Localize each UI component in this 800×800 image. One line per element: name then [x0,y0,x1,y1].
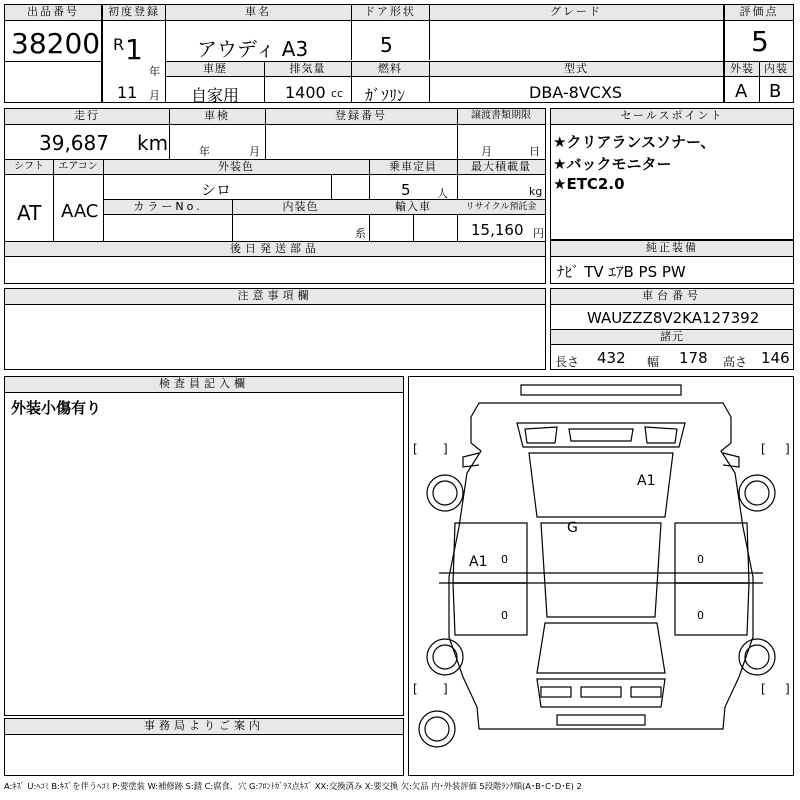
recycle-label: リサイクル預託金 [457,200,545,215]
left-rear-door [453,583,527,635]
shift-value: AT [17,201,42,225]
lot-number-box [4,4,102,103]
score-box [724,4,794,103]
interior-label: 内装 [759,62,793,77]
door-label: ドア形状 [351,5,429,21]
shift-label: シフト [5,160,53,175]
office-box [4,718,404,776]
office-label: 事務局よりご案内 [5,719,403,735]
notes-box [4,288,546,370]
left-front-door [453,523,527,583]
zero-mark-2: 0 [501,609,508,622]
sales-point-2: ★バックモニター [553,155,672,173]
displacement-unit: cc [331,87,344,100]
door-value: 5 [380,33,393,57]
zero-mark-1: 0 [501,553,508,566]
vin-label: 車台番号 [551,289,793,305]
roof [541,523,661,617]
exterior-value: A [735,81,748,102]
detail-box [4,108,546,284]
exterior-label: 外装 [725,62,759,77]
damage-mark-2: G [567,520,578,536]
regno-label: 登録番号 [265,109,457,125]
transfer-month-unit: 月 [481,145,492,158]
inspector-label: 検査員記入欄 [5,377,403,393]
equipment-label: 純正装備 [551,241,793,257]
vin-box [550,288,794,370]
height-label: 高さ [723,355,748,369]
inspector-note: 外装小傷有り [11,399,102,417]
colorno-label: カラーNo. [104,200,232,215]
length-value: 432 [597,349,626,367]
inspector-box [4,376,404,716]
transfer-day-unit: 日 [529,145,540,158]
era-value: R [113,35,125,54]
car-diagram-box [408,376,794,776]
reg-year-value: 1 [125,33,143,66]
inspection-label: 車検 [169,109,265,125]
mileage-unit: km [137,131,169,155]
ac-value: AAC [61,201,99,222]
vin-value: WAUZZZ8V2KA127392 [587,309,760,327]
dims-label: 諸元 [551,330,793,345]
wheel-front-left [427,475,463,511]
load-unit: kg [529,185,543,198]
body-outer [449,403,753,729]
first-reg-label: 初度登録 [103,5,165,21]
width-value: 178 [679,349,708,367]
seats-label: 乗車定員 [369,160,457,175]
right-rear-door [675,583,749,635]
later-parts-label: 後日発送部品 [5,242,545,257]
equipment-box [550,240,794,284]
bracket-7: [ [761,682,766,696]
displacement-label: 排気量 [264,62,351,77]
seats-value: 5 [401,181,411,199]
trunk [537,679,665,707]
transfer-label: 譲渡書類期限 [457,109,545,125]
height-value: 146 [761,349,790,367]
reg-month-value: 11 [117,83,138,102]
legend-text: A:ｷｽﾞ U:ﾍｺﾐ B:ｷｽﾞを伴うﾍｺﾐ P:要塗装 W:補修跡 S:錆 C:腐食、穴 G:ﾌﾛﾝﾄｶﾞﾗｽ点ｷｽﾞ XX:交換済み X:要交換 欠:欠品 内･外装評価 5段階ﾗﾝｸ順(A･B･C･D･E) 2 [4,781,582,791]
zero-mark-3: 0 [697,553,704,566]
history-label: 車歴 [166,62,264,77]
insp-year-unit: 年 [199,145,210,158]
right-front-door [675,523,749,583]
mileage-label: 走行 [5,109,169,125]
intcolor-label: 内装色 [232,200,369,215]
mileage-value: 39,687 [39,131,109,155]
damage-mark-1: A1 [637,473,656,489]
notes-label: 注意事項欄 [5,289,545,305]
bracket-2: ] [443,442,448,456]
width-label: 幅 [647,355,660,369]
bracket-4: ] [785,442,790,456]
car-name-label: 車名 [165,5,351,21]
displacement-value: 1400 [285,83,326,102]
vehicle-info-box [102,4,724,103]
intcolor-unit: 系 [355,227,366,240]
sales-point-3: ★ETC2.0 [553,175,625,193]
ac-label: エアコン [53,160,103,175]
car-diagram [409,377,793,775]
fuel-value: ｶﾞｿﾘﾝ [365,86,406,105]
load-label: 最大積載量 [457,160,545,175]
rear-window [537,623,665,673]
recycle-value: 15,160 [471,221,524,239]
zero-mark-4: 0 [697,609,704,622]
sales-point-1: ★クリアランスソナー、 [553,133,716,151]
score-label: 評価点 [725,5,793,21]
import-label: 輸入車 [369,200,457,215]
interior-value: B [769,81,782,102]
score-value: 5 [751,25,769,58]
grade-label: グレード [429,5,723,21]
bracket-5: [ [413,682,418,696]
seats-unit: 人 [437,187,448,200]
fuel-label: 燃料 [351,62,429,77]
sales-point-label: セールスポイント [551,109,793,125]
reg-year-unit: 年 [149,65,160,78]
sales-point-box [550,108,794,240]
recycle-unit: 円 [533,227,544,240]
damage-mark-3: A1 [469,554,488,570]
model-value: DBA-8VCXS [529,83,623,102]
bracket-6: ] [443,682,448,696]
lot-number-label: 出品番号 [5,5,101,21]
color-label: 外装色 [103,160,369,175]
model-label: 型式 [429,62,723,77]
bracket-8: ] [785,682,790,696]
length-label: 長さ [555,355,580,369]
insp-month-unit: 月 [249,145,260,158]
reg-month-unit: 月 [149,89,160,102]
car-name-value: アウディ A3 [197,37,309,61]
color-value: シロ [201,181,232,199]
lot-number-value: 38200 [11,27,101,60]
history-value: 自家用 [191,86,240,105]
bracket-3: [ [761,442,766,456]
bracket-1: [ [413,442,418,456]
body-outline [521,385,681,395]
equipment-value: ﾅﾋﾞ TV ｴｱB PS PW [557,263,686,281]
